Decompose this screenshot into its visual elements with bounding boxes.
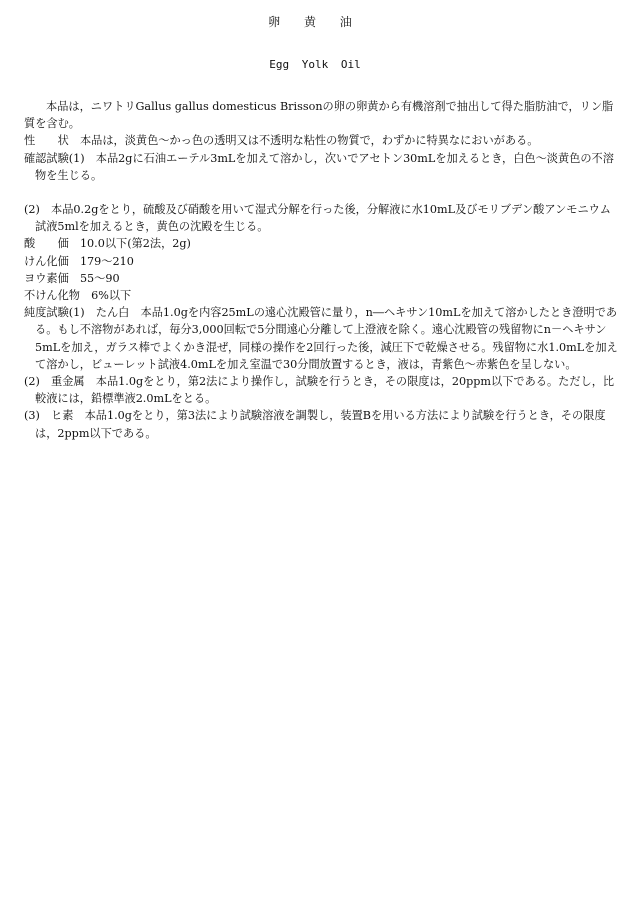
intro-paragraph: 本品は，ニワトリGallus gallus domesticus Brissonの卵の卵黄から有機溶剤で抽出して得た脂肪油で，リン脂質を含む。 xyxy=(24,100,614,131)
purity-item-1 xyxy=(24,304,618,373)
identification-item-1 xyxy=(24,150,618,184)
unsaponifiable-matter: 不けん化物 6%以下 xyxy=(24,289,132,303)
purity-text-1: (1) たん白 本品1.0gを内容25mLの遠心沈殿管に量り，n―ヘキサン10mLを加えて溶かしたとき澄明である。もし不溶物があれば，毎分3,000回転で5分間遠心分離して上澄液を除く。遠心沈殿管の残留物にn－ヘキサン5mLを加え，ガラス棒でよくかき混ぜ，同様の操作を2回行った後，減圧下で乾燥させる。残留物に水1.0mLを加えて溶かし，ビューレット試液4.0mLを加え室温で30分間放置するとき，液は，青紫色～赤紫色を呈しない。 xyxy=(35,306,618,371)
purity-label: 純度試験 xyxy=(24,306,69,320)
identification-text-2: (2) 本品0.2gをとり，硫酸及び硝酸を用いて湿式分解を行った後，分解液に水10mL及びモリブデン酸アンモニウム試液5mlを加えるとき，黄色の沈殿を生じる。 xyxy=(24,203,611,234)
identification-label: 確認試験 xyxy=(24,151,69,165)
saponification-value: けん化価 179～210 xyxy=(24,254,134,268)
title-japanese: 卵 黄 油 xyxy=(268,15,362,29)
spacer xyxy=(24,184,618,201)
acid-value: 酸 価 10.0以下(第2法，2g) xyxy=(24,237,191,251)
purity-item-2: (2) 重金属 本品1.0gをとり，第2法により操作し，試験を行うとき，その限度は，20ppm以下である。ただし，比較液には，鉛標準液2.0mLをとる。 xyxy=(24,375,615,406)
title-english: Egg Yolk Oil xyxy=(269,58,361,71)
description-label: 性 状 xyxy=(24,134,69,148)
description-text: 本品は，淡黄色～かっ色の透明又は不透明な粘性の物質で，わずかに特異なにおいがある。 xyxy=(79,134,539,148)
identification-item-2 xyxy=(24,201,618,235)
monograph-body xyxy=(24,98,618,442)
description-section xyxy=(24,132,618,149)
identification-text-1: (1) 本品2gに石油エーテル3mLを加えて溶かし，次いでアセトン30mLを加えるとき，白色～淡黄色の不溶物を生じる。 xyxy=(35,151,614,182)
iodine-value: ヨウ素価 55～90 xyxy=(24,271,120,285)
purity-item-3: (3) ヒ素 本品1.0gをとり，第3法により試験溶液を調製し，装置Bを用いる方法により試験を行うとき，その限度は，2ppm以下である。 xyxy=(24,409,606,440)
